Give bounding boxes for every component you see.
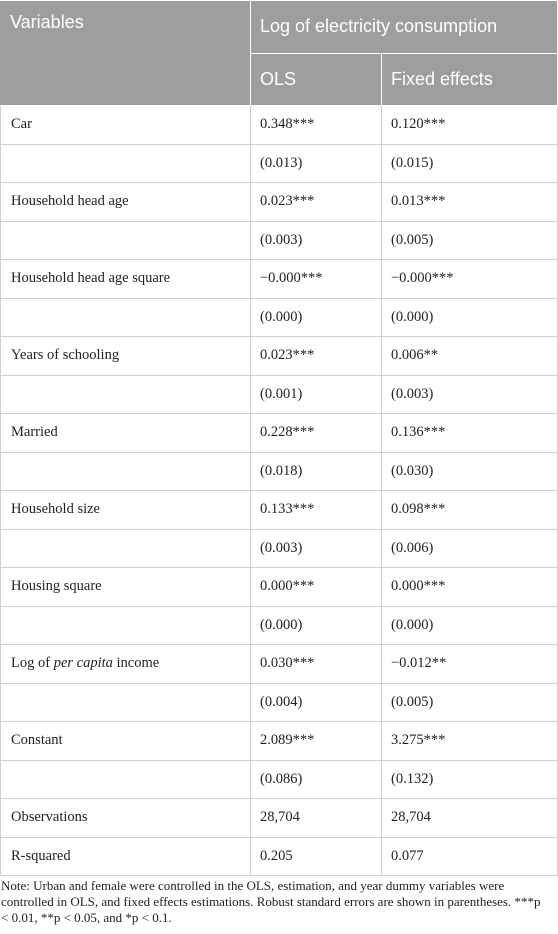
table-row [1, 760, 558, 799]
row-label: Married [1, 414, 251, 453]
table-row [1, 683, 558, 722]
ols-value: (0.003) [251, 221, 382, 260]
fe-value: (0.005) [382, 683, 558, 722]
ols-value: 28,704 [251, 799, 382, 838]
header-dependent-variable: Log of electricity consumption [251, 1, 558, 54]
fe-value: (0.005) [382, 221, 558, 260]
fe-value: (0.003) [382, 375, 558, 414]
fe-value: −0.012** [382, 645, 558, 684]
ols-value: (0.018) [251, 452, 382, 491]
fe-value: 0.077 [382, 837, 558, 876]
row-label [1, 298, 251, 337]
ols-value: 0.030*** [251, 645, 382, 684]
table-note: Note: Urban and female were controlled in the OLS, estimation, and year dummy variables were controlled in OLS, and fixed effects estimations. Robust standard errors are shown in parentheses. ***p < 0.01, **p < 0.05, and *p < 0.1. [1, 878, 541, 925]
header-ols: OLS [251, 53, 382, 106]
fe-value: (0.000) [382, 606, 558, 645]
ols-value: 0.348*** [251, 106, 382, 145]
ols-value: 0.133*** [251, 491, 382, 530]
row-label: Observations [1, 799, 251, 838]
row-label: Constant [1, 722, 251, 761]
fe-value: 0.120*** [382, 106, 558, 145]
fe-value: (0.000) [382, 298, 558, 337]
table-row [1, 375, 558, 414]
ols-value: 0.000*** [251, 568, 382, 607]
ols-value: (0.003) [251, 529, 382, 568]
row-label: Household head age [1, 183, 251, 222]
ols-value: (0.000) [251, 298, 382, 337]
table-row [1, 414, 558, 453]
table-row [1, 568, 558, 607]
ols-value: (0.086) [251, 760, 382, 799]
table-row [1, 337, 558, 376]
table-row [1, 298, 558, 337]
table-row [1, 529, 558, 568]
ols-value: −0.000*** [251, 260, 382, 299]
fe-value: −0.000*** [382, 260, 558, 299]
table-row [1, 260, 558, 299]
ols-value: 2.089*** [251, 722, 382, 761]
table-row [1, 837, 558, 876]
table-row [1, 106, 558, 145]
header-fixed-effects: Fixed effects [382, 53, 558, 106]
ols-value: 0.205 [251, 837, 382, 876]
fe-value: (0.006) [382, 529, 558, 568]
fe-value: 28,704 [382, 799, 558, 838]
table-row [1, 452, 558, 491]
ols-value: 0.023*** [251, 337, 382, 376]
row-label [1, 760, 251, 799]
table-row [1, 183, 558, 222]
fe-value: 0.013*** [382, 183, 558, 222]
ols-value: 0.228*** [251, 414, 382, 453]
table-row [1, 491, 558, 530]
table-row [1, 799, 558, 838]
row-label [1, 144, 251, 183]
row-label [1, 221, 251, 260]
row-label [1, 606, 251, 645]
row-label: R-squared [1, 837, 251, 876]
header-variables: Variables [1, 1, 251, 106]
row-label [1, 683, 251, 722]
ols-value: (0.000) [251, 606, 382, 645]
fe-value: 0.136*** [382, 414, 558, 453]
row-label: Housing square [1, 568, 251, 607]
fe-value: (0.030) [382, 452, 558, 491]
table-row [1, 144, 558, 183]
fe-value: 3.275*** [382, 722, 558, 761]
row-label [1, 452, 251, 491]
table-row [1, 722, 558, 761]
ols-value: (0.001) [251, 375, 382, 414]
row-label: Years of schooling [1, 337, 251, 376]
table-body [1, 106, 558, 876]
fe-value: 0.006** [382, 337, 558, 376]
fe-value: (0.132) [382, 760, 558, 799]
row-label: Log of per capita income [1, 645, 251, 684]
row-label [1, 375, 251, 414]
fe-value: 0.098*** [382, 491, 558, 530]
row-label [1, 529, 251, 568]
table-row [1, 221, 558, 260]
ols-value: 0.023*** [251, 183, 382, 222]
table-row [1, 645, 558, 684]
row-label: Car [1, 106, 251, 145]
fe-value: 0.000*** [382, 568, 558, 607]
ols-value: (0.013) [251, 144, 382, 183]
ols-value: (0.004) [251, 683, 382, 722]
row-label: Household head age square [1, 260, 251, 299]
table-row [1, 606, 558, 645]
fe-value: (0.015) [382, 144, 558, 183]
row-label: Household size [1, 491, 251, 530]
